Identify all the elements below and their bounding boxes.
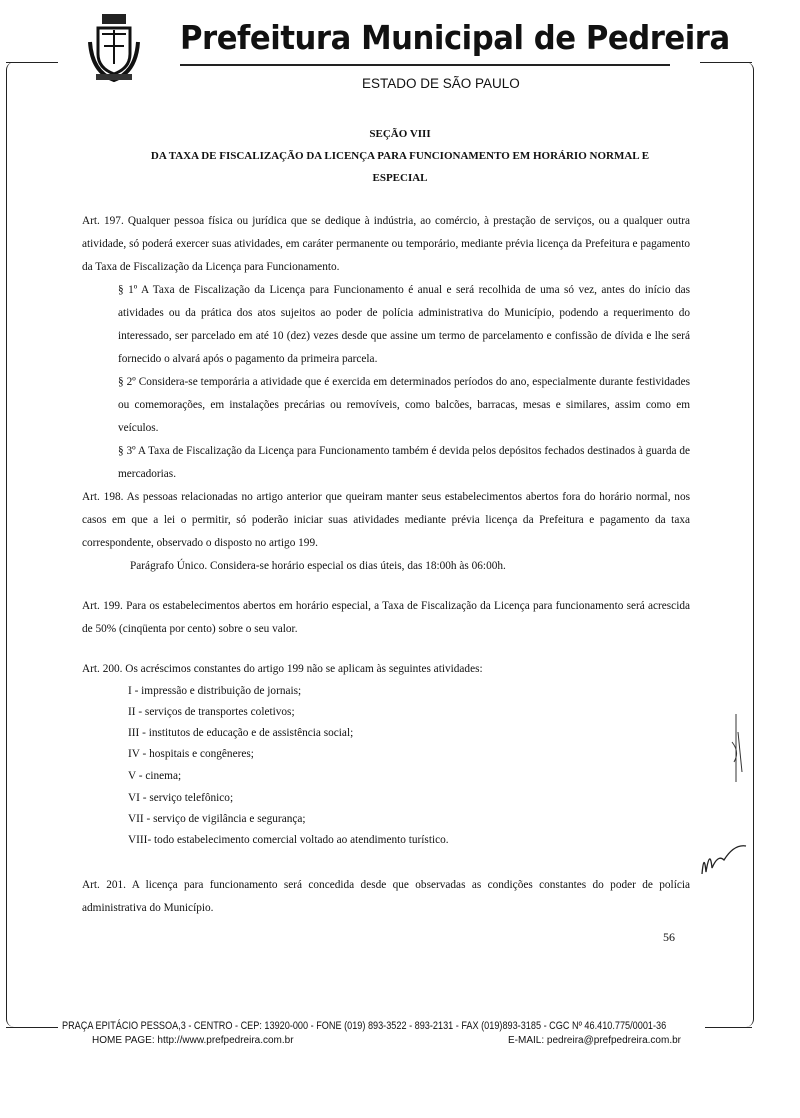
page-number: 56 <box>663 930 675 944</box>
article-200: Art. 200. Os acréscimos constantes do artigo 199 não se aplicam às seguintes atividades: <box>82 663 483 675</box>
list-item: V - cinema; <box>128 770 182 782</box>
article-199: Art. 199. Para os estabelecimentos abertos em horário especial, a Taxa de Fiscalização da Licença para funcionamento será acrescida de 50% (cinqüenta por cento) sobre o seu valor. <box>82 600 690 635</box>
list-item: II - serviços de transportes coletivos; <box>128 706 295 718</box>
article-197-paragraph-2: § 2º Considera-se temporária a atividade que é exercida em determinados períodos do ano, especialmente durante festividades ou comemorações, em instalações precárias ou removíveis, como balcões, barracas, mesas e similares, assim como em veículos. <box>118 376 690 434</box>
list-item: I - impressão e distribuição de jornais; <box>128 685 302 697</box>
handwritten-signature <box>696 838 752 878</box>
article-197-paragraph-3: § 3º A Taxa de Fiscalização da Licença para Funcionamento também é devida pelos depósitos fechados destinados à guarda de mercadorias. <box>118 445 690 480</box>
header-title: Prefeitura Municipal de Pedreira <box>180 18 730 57</box>
handwritten-rubric-mark <box>724 712 754 792</box>
article-198: Art. 198. As pessoas relacionadas no artigo anterior que queiram manter seus estabelecimentos abertos fora do horário normal, nos casos em que a lei o permitir, só poderão iniciar suas atividades mediante prévia licença da Prefeitura e pagamento da taxa correspondente, observado o disposto no artigo 199. <box>82 491 690 549</box>
list-item: III - institutos de educação e de assistência social; <box>128 727 354 739</box>
article-197-paragraph-1: § 1º A Taxa de Fiscalização da Licença para Funcionamento é anual e será recolhida de uma só vez, antes do início das atividades ou da prática dos atos sujeitos ao poder de polícia administrativa do Município, podendo a requerimento do interessado, ser parcelado em até 10 (dez) vezes desde que assine um termo de parcelamento e confissão de dívida e lhe será fornecido o alvará após o pagamento da primeira parcela. <box>118 284 690 365</box>
section-number: SEÇÃO VIII <box>369 128 431 140</box>
footer-rule-right <box>705 1027 752 1028</box>
list-item: IV - hospitais e congêneres; <box>128 748 254 760</box>
footer-email: E-MAIL: pedreira@prefpedreira.com.br <box>508 1035 681 1046</box>
section-heading-line1: DA TAXA DE FISCALIZAÇÃO DA LICENÇA PARA FUNCIONAMENTO EM HORÁRIO NORMAL E <box>150 150 650 162</box>
border-top-right <box>700 62 752 63</box>
footer-homepage: HOME PAGE: http://www.prefpedreira.com.br <box>92 1035 294 1046</box>
footer-rule-left <box>6 1027 58 1028</box>
municipal-crest-logo <box>88 12 140 86</box>
list-item: VI - serviço telefônico; <box>128 792 234 804</box>
article-198-sole-paragraph: Parágrafo Único. Considera-se horário especial os dias úteis, das 18:00h às 06:00h. <box>130 560 506 572</box>
border-top-left <box>6 62 58 63</box>
header-subtitle: ESTADO DE SÃO PAULO <box>362 76 520 91</box>
section-heading-line2: ESPECIAL <box>372 172 428 184</box>
article-201: Art. 201. A licença para funcionamento será concedida desde que observadas as condições constantes do poder de polícia administrativa do Município. <box>82 879 690 914</box>
list-item: VIII- todo estabelecimento comercial voltado ao atendimento turístico. <box>128 834 449 846</box>
article-197: Art. 197. Qualquer pessoa física ou jurídica que se dedique à indústria, ao comércio, à prestação de serviços, ou a qualquer outra atividade, só poderá exercer suas atividades, em caráter permanente ou temporário, mediante prévia licença da Prefeitura e pagamento da Taxa de Fiscalização da Licença para Funcionamento. <box>82 215 690 273</box>
header-rule <box>180 64 670 66</box>
list-item: VII - serviço de vigilância e segurança; <box>128 813 306 825</box>
footer-address: PRAÇA EPITÁCIO PESSOA,3 - CENTRO - CEP: 13920-000 - FONE (019) 893-3522 - 893-2131 - FAX (019)893-3185 - CGC Nº 46.410.775/0001-36 <box>62 1020 667 1032</box>
